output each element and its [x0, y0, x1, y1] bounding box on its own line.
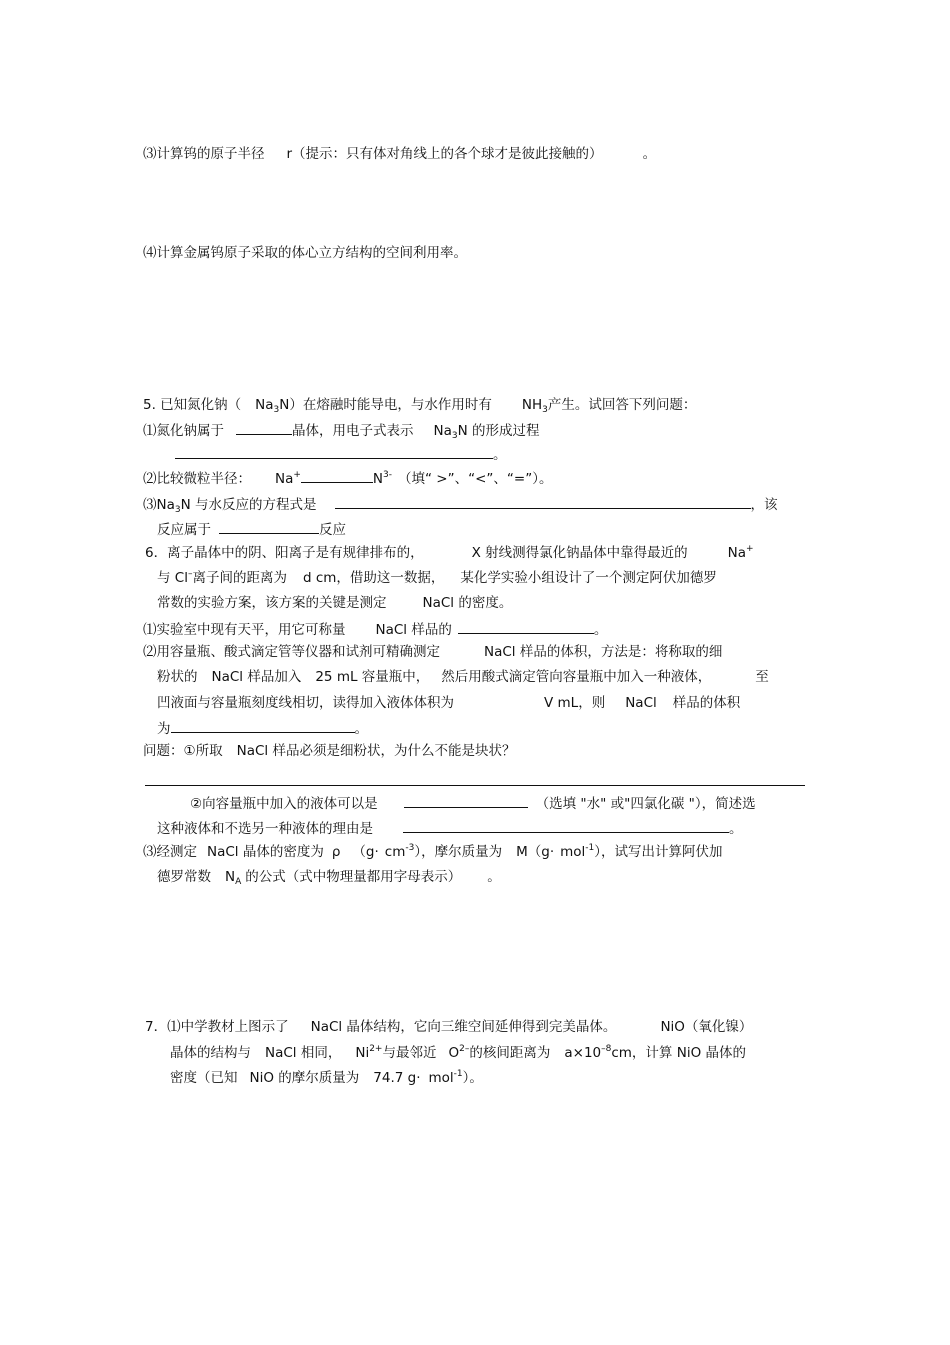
q6-part2-line1: ⑵用容量瓶、酸式滴定管等仪器和试剂可精确测定 NaCl 样品的体积，方法是：将称取的细 — [143, 644, 723, 660]
q5-part1-line: 。 — [175, 444, 507, 464]
q6-line1: 6．离子晶体中的阴、阳离子是有规律排布的， X 射线测得氯化钠晶体中靠得最近的 Na+ — [145, 544, 754, 561]
q5-part3: $⑶Na_3N$ 与水反应的方程式是 ，该 — [143, 494, 778, 514]
q6-part2-line2: 粉状的 NaCl 样品加入 25 mL 容量瓶中， 然后用酸式滴定管向容量瓶中加入一种液体， 至 — [157, 669, 769, 685]
q7-line1: 7．⑴中学教材上图示了 NaCl 晶体结构，它向三维空间延伸得到完美晶体。 NiO（氧化镍） — [145, 1019, 753, 1035]
q7-line2: 晶体的结构与 NaCl 相同， $Ni^{2+}$与最邻近 $O^{2-}$的核间距离为 $a\times 10^{-8}cm$，计算 NiO 晶体的 — [170, 1044, 746, 1061]
q4-part4: ⑷计算金属钨原子采取的体心立方结构的空间利用率。 — [143, 245, 467, 261]
answer-blank[interactable] — [301, 468, 373, 483]
answer-blank[interactable] — [458, 619, 594, 634]
q6-line3: 常数的实验方案，该方案的关键是测定 NaCl 的密度。 — [157, 595, 513, 611]
q6-question2: ②向容量瓶中加入的液体可以是 （选填 "水" 或"四氯化碳 "），简述选 — [190, 793, 756, 813]
q6-part1: ⑴实验室中现有天平，用它可称量 NaCl 样品的 。 — [143, 619, 607, 639]
answer-blank[interactable] — [171, 718, 355, 733]
q5-part1: ⑴氮化钠属于 晶体，用电子式表示 $Na_3N$ 的形成过程 — [143, 420, 540, 440]
q6-question1: 问题：①所取 NaCl 样品必须是细粉状，为什么不能是块状？ — [143, 743, 516, 759]
answer-blank[interactable] — [175, 444, 493, 459]
q5-part3-line2: 反应属于 反应 — [157, 519, 346, 539]
q5-part2: ⑵比较微粒半径： Na+ $N^{3-}$ （填“ >”、“<”、“=”）。 — [143, 470, 553, 487]
answer-blank[interactable] — [403, 818, 729, 833]
q6-question2-line2: 这种液体和不选另一种液体的理由是 。 — [157, 818, 743, 838]
q6-part3-line2: 德罗常数 $N_A$ 的公式（式中物理量都用字母表示） 。 — [157, 869, 501, 887]
q4-part3: ⑶计算钨的原子半径 r（提示：只有体对角线上的各个球才是彼此接触的） 。 — [143, 146, 657, 162]
q7-line3: 密度（已知 NiO 的摩尔质量为 74.7 g· mol$^{-1}$）。 — [170, 1069, 483, 1086]
q6-line2: 与 Cl–离子间的距离为 d cm，借助这一数据， 某化学实验小组设计了一个测定阿伏加德罗 — [157, 569, 717, 586]
answer-blank[interactable] — [236, 420, 292, 435]
q5-intro: 5. 已知氮化钠（ $Na_3N$）在熔融时能导电，与水作用时有 $NH_3$产生。试回答下列问题： — [143, 397, 697, 415]
answer-blank[interactable] — [404, 793, 528, 808]
answer-line[interactable] — [145, 785, 805, 786]
answer-blank[interactable] — [335, 494, 751, 509]
q6-part2-line3: 凹液面与容量瓶刻度线相切，读得加入液体体积为 V mL，则 NaCl 样品的体积 — [157, 695, 741, 711]
q6-part2-line4: 为 。 — [157, 718, 368, 738]
q6-part3: ⑶经测定 NaCl 晶体的密度为 ρ $(g\cdot cm^{-3})$，摩尔质量为 M（g· mol$^{-1}$），试写出计算阿伏加 — [143, 843, 723, 860]
answer-blank[interactable] — [219, 519, 319, 534]
